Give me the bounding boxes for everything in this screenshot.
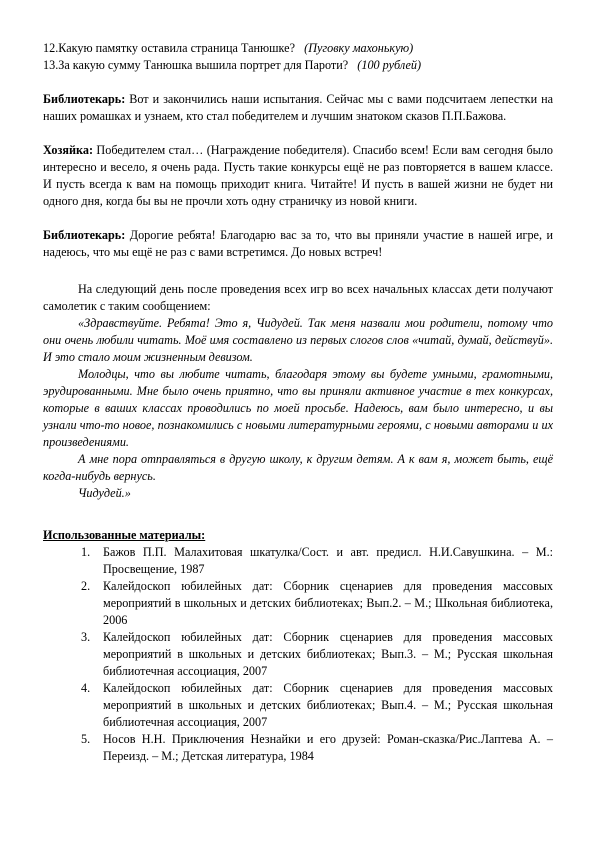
question-text: 12.Какую памятку оставила страница Танюшке? [43,41,295,55]
references-list [43,544,553,765]
speaker-label: Библиотекарь: [43,92,126,106]
question-text: 13.За какую сумму Танюшка вышила портрет для Пароти? [43,58,349,72]
reference-number: 2. [81,579,91,593]
references-heading: Использованные материалы: [43,528,206,542]
reference-item [43,578,553,629]
paragraph-hostess [43,142,553,210]
letter-signature: Чидудей.» [78,486,131,500]
reference-number: 1. [81,545,91,559]
paragraph-text: Победителем стал… (Награждение победителя). Спасибо всем! Если вам сегодня было интересно и весело, я очень рада. Пусть такие конкурсы ещё не раз повторяется в вашем классе. И пусть всегда к вам на помощь приходит книга. Читайте! И пусть в вашей жизни не будет ни одного дня, когда бы вы не прочли хоть одну страничку из новой книги. [43,143,554,208]
reference-item [43,731,553,765]
speaker-label: Хозяйка: [43,143,94,157]
letter-intro: На следующий день после проведения всех игр во всех начальных классах дети получают самолетик с таким сообщением: [43,282,553,313]
document-page [43,40,553,765]
reference-text: Калейдоскоп юбилейных дат: Сборник сценариев для проведения массовых мероприятий в школьных и детских библиотеках; Вып.2. – М.; Школьная библиотека, 2006 [103,579,553,627]
paragraph-librarian-1 [43,91,553,125]
reference-text: Носов Н.Н. Приключения Незнайки и его друзей: Роман-сказка/Рис.Лаптева А. – Переизд. – М.; Детская литература, 1984 [103,732,553,763]
reference-item [43,680,553,731]
paragraph-text: Вот и закончились наши испытания. Сейчас мы с вами подсчитаем лепестки на наших ромашках и узнаем, кто стал победителем и лучшим знатоком сказов П.П.Бажова. [43,92,554,123]
question-12 [43,40,553,57]
letter-line: Молодцы, что вы любите читать, благодаря этому вы будете умными, грамотными, эрудированными. Мне было очень приятно, что вы приняли активное участие в тех конкурсах, которые в ваших классах проводились по моей просьбе. Надеюсь, вам было интересно, и вы узнали что-то новое, познакомились с новыми литературными героями, с новыми авторами и их произведениями. [43,367,553,449]
reference-text: Калейдоскоп юбилейных дат: Сборник сценариев для проведения массовых мероприятий в школьных и детских библиотеках; Вып.4. – М.; Русская школьная библиотечная ассоциация, 2007 [103,681,553,729]
reference-item [43,629,553,680]
reference-number: 5. [81,732,91,746]
question-13 [43,57,553,74]
letter-line: А мне пора отправляться в другую школу, к другим детям. А к вам я, может быть, ещё когда-нибудь вернусь. [43,452,553,483]
letter-line: «Здравствуйте. Ребята! Это я, Чидудей. Так меня назвали мои родители, потому что они очень любили читать. Моё имя составлено из первых слогов слов «читай, думай, действуй». И это стало моим жизненным девизом. [43,316,553,364]
reference-item [43,544,553,578]
reference-number: 3. [81,630,91,644]
question-answer: (Пуговку махонькую) [304,41,414,55]
reference-text: Калейдоскоп юбилейных дат: Сборник сценариев для проведения массовых мероприятий в школьных и детских библиотеках; Вып.3. – М.; Русская школьная библиотечная ассоциация, 2007 [103,630,553,678]
question-answer: (100 рублей) [357,58,422,72]
reference-text: Бажов П.П. Малахитовая шкатулка/Сост. и авт. предисл. Н.И.Савушкина. – М.: Просвещение, 1987 [103,545,553,576]
speaker-label: Библиотекарь: [43,228,126,242]
reference-number: 4. [81,681,91,695]
paragraph-text: Дорогие ребята! Благодарю вас за то, что вы приняли участие в нашей игре, и надеюсь, что мы ещё не раз с вами встретимся. До новых встреч! [43,228,554,259]
paragraph-librarian-2 [43,227,553,261]
